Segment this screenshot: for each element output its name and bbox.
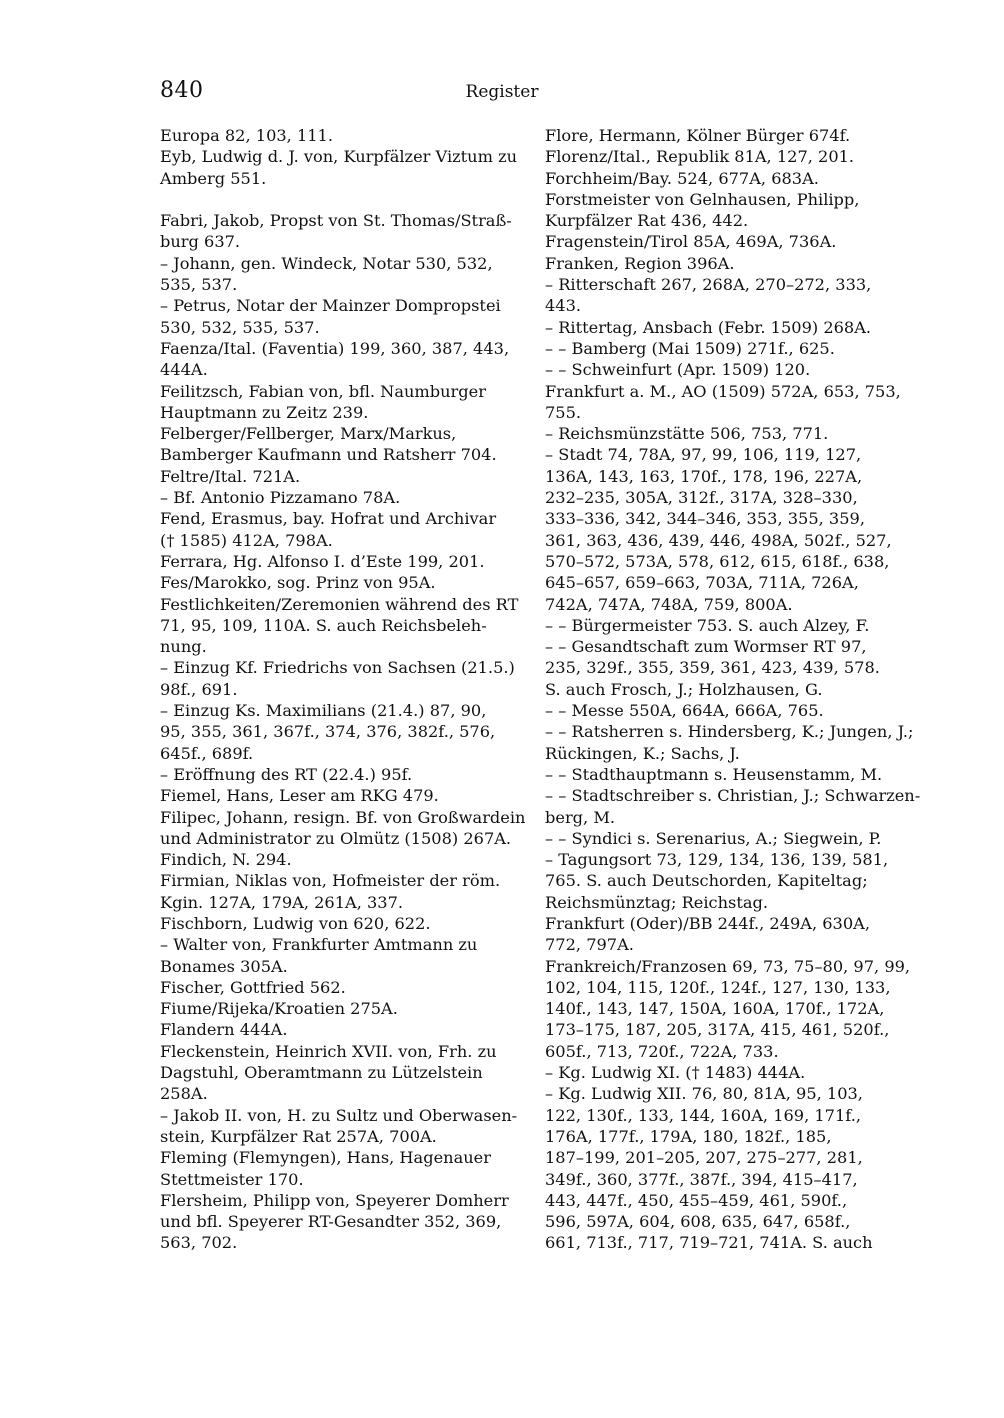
index-entry-continuation: S. auch Frosch, J.; Holzhausen, G. [545,679,823,699]
index-entry-continuation: Kgin. 127A, 179A, 261A, 337. [160,892,404,912]
index-entry-continuation: Stettmeister 170. [160,1169,304,1189]
index-entry [160,1105,536,1148]
index-entry [545,381,915,424]
index-entry-continuation: und bfl. Speyerer RT-Gesandter 352, 369, [160,1212,502,1232]
index-entry-line: – – Stadtschreiber s. Christian, J.; Schwarzen- [545,786,921,806]
index-entry-line: Fiume/Rijeka/Kroatien 275A. [160,999,398,1019]
index-entry-line: Fleckenstein, Heinrich XVII. von, Frh. zu [160,1041,497,1061]
index-entry-continuation: 563, 702. [160,1233,238,1253]
index-entry [160,1019,536,1040]
index-entry-continuation: 232–235, 305A, 312f., 317A, 328–330, [545,488,858,508]
index-entry-continuation: 140f., 143, 147, 150A, 160A, 170f., 172A, [545,999,885,1019]
index-entry-line: – Johann, gen. Windeck, Notar 530, 532, [160,253,493,273]
index-entry-continuation: und Administrator zu Olmütz (1508) 267A. [160,828,512,848]
index-entry [160,934,536,977]
index-entry-continuation: 742A, 747A, 748A, 759, 800A. [545,594,793,614]
index-entry [160,338,536,381]
index-entry-continuation: 122, 130f., 133, 144, 160A, 169, 171f., [545,1105,861,1125]
index-entry-continuation: 187–199, 201–205, 207, 275–277, 281, [545,1148,863,1168]
index-entry-line: Flersheim, Philipp von, Speyerer Domherr [160,1190,509,1210]
index-entry-continuation: stein, Kurpfälzer Rat 257A, 700A. [160,1126,437,1146]
index-entry [545,1083,915,1253]
index-entry [160,700,536,764]
index-entry [160,977,536,998]
index-entry-line: Frankfurt a. M., AO (1509) 572A, 653, 753, [545,381,901,401]
index-entry [160,594,536,658]
index-entry-continuation: 605f., 713, 720f., 722A, 733. [545,1041,779,1061]
index-entry-continuation: 645–657, 659–663, 703A, 711A, 726A, [545,573,859,593]
index-entry [160,1190,536,1254]
index-entry-line: Fischborn, Ludwig von 620, 622. [160,913,431,933]
index-entry-line: Festlichkeiten/Zeremonien während des RT [160,594,519,614]
index-entry [545,125,915,146]
index-entry-line: Fragenstein/Tirol 85A, 469A, 736A. [545,232,837,252]
index-entry-line: – Kg. Ludwig XII. 76, 80, 81A, 95, 103, [545,1084,863,1104]
index-entry-continuation: 71, 95, 109, 110A. S. auch Reichsbeleh- [160,615,487,635]
index-entry-continuation: 444A. [160,360,208,380]
index-entry-continuation: 235, 329f., 355, 359, 361, 423, 439, 578. [545,658,880,678]
index-entry-continuation: 361, 363, 436, 439, 446, 498A, 502f., 527, [545,530,892,550]
index-entry-line: Feilitzsch, Fabian von, bfl. Naumburger [160,381,486,401]
index-entry-continuation: Rückingen, K.; Sachs, J. [545,743,740,763]
index-entry [160,1041,536,1105]
index-entry [160,785,536,806]
index-entry-continuation: 98f., 691. [160,679,238,699]
index-entry [160,487,536,508]
index-entry-continuation: 772, 797A. [545,935,634,955]
index-entry [160,870,536,913]
index-entry [160,381,536,424]
index-entry-continuation: Dagstuhl, Oberamtmann zu Lützelstein [160,1063,483,1083]
index-entry-continuation: Amberg 551. [160,168,267,188]
index-entry-line: – Jakob II. von, H. zu Sultz und Oberwasen- [160,1105,518,1125]
index-entry [545,359,915,380]
index-entry-line: Frankfurt (Oder)/BB 244f., 249A, 630A, [545,913,870,933]
index-entry [545,785,921,828]
index-entry-line: Florenz/Ital., Republik 81A, 127, 201. [545,147,855,167]
index-entry-continuation: 535, 537. [160,275,238,295]
index-entry [545,146,915,167]
index-entry-line: Firmian, Niklas von, Hofmeister der röm. [160,871,501,891]
index-entry-continuation: Hauptmann zu Zeitz 239. [160,402,369,422]
index-entry-line: – Rittertag, Ansbach (Febr. 1509) 268A. [545,317,872,337]
index-entry-line: – – Syndici s. Serenarius, A.; Siegwein, P. [545,828,882,848]
index-entry [160,423,536,466]
index-entry [545,636,915,700]
index-entry-continuation: Reichsmünztag; Reichstag. [545,892,768,912]
index-column-right [545,125,921,1254]
index-entry [160,253,536,296]
index-entry [545,828,915,849]
index-entry-line: Fend, Erasmus, bay. Hofrat und Archivar [160,509,497,529]
index-entry-line: – Einzug Kf. Friedrichs von Sachsen (21.5.) [160,658,515,678]
index-entry-continuation: 349f., 360, 377f., 387f., 394, 415–417, [545,1169,858,1189]
index-entry-line: Fabri, Jakob, Propst von St. Thomas/Straß- [160,211,512,231]
index-entry-continuation: 173–175, 187, 205, 317A, 415, 461, 520f., [545,1020,890,1040]
index-entry [545,913,915,956]
index-entry-line: – Stadt 74, 78A, 97, 99, 106, 119, 127, [545,445,862,465]
index-entry [160,998,536,1019]
index-entry [545,189,915,232]
index-entry-line: – Eröffnung des RT (22.4.) 95f. [160,764,413,784]
index-entry-continuation: 661, 713f., 717, 719–721, 741A. S. auch [545,1233,873,1253]
index-entry [545,764,915,785]
index-entry-line: Franken, Region 396A. [545,253,735,273]
index-entry-line: – Reichsmünzstätte 506, 753, 771. [545,424,829,444]
index-entry [160,849,536,870]
index-entry-line: – – Bürgermeister 753. S. auch Alzey, F. [545,615,870,635]
index-entry-line: – – Messe 550A, 664A, 666A, 765. [545,701,824,721]
index-entry [545,231,915,252]
entry-gap [160,189,536,210]
index-entry-line: Findich, N. 294. [160,850,292,870]
index-entry-continuation: 765. S. auch Deutschorden, Kapiteltag; [545,871,868,891]
index-entry-continuation: 645f., 689f. [160,743,254,763]
index-entry-continuation: berg, M. [545,807,616,827]
index-entry-line: Fes/Marokko, sog. Prinz von 95A. [160,573,436,593]
index-entry [545,168,915,189]
index-entry-line: Ferrara, Hg. Alfonso I. d’Este 199, 201. [160,551,485,571]
index-entry-line: – Einzug Ks. Maximilians (21.4.) 87, 90, [160,701,487,721]
index-entry-continuation: 596, 597A, 604, 608, 635, 647, 658f., [545,1212,851,1232]
index-entry-continuation: 443. [545,296,582,316]
index-entry-line: Faenza/Ital. (Faventia) 199, 360, 387, 443, [160,338,510,358]
index-entry-continuation: 443, 447f., 450, 455–459, 461, 590f., [545,1190,848,1210]
index-entry-line: Europa 82, 103, 111. [160,126,334,145]
index-entry-line: Flore, Hermann, Kölner Bürger 674f. [545,126,851,145]
index-entry [160,764,536,785]
index-entry [160,807,536,850]
index-entry-line: Feltre/Ital. 721A. [160,466,301,486]
index-entry [545,956,915,1062]
index-entry [160,1147,536,1190]
index-entry [545,700,915,721]
index-entry-continuation: 570–572, 573A, 578, 612, 615, 618f., 638, [545,551,890,571]
index-entry-continuation: 95, 355, 361, 367f., 374, 376, 382f., 576, [160,722,496,742]
index-entry-continuation: 258A. [160,1084,208,1104]
index-entry [160,508,536,551]
index-entry-line: – Walter von, Frankfurter Amtmann zu [160,935,478,955]
index-entry [545,253,915,274]
index-entry-continuation: 176A, 177f., 179A, 180, 182f., 185, [545,1126,832,1146]
index-entry-continuation: nung. [160,637,207,657]
index-entry [545,721,915,764]
index-entry [545,1062,915,1083]
index-column-left [160,125,536,1254]
index-entry [545,317,915,338]
index-entry-line: Forchheim/Bay. 524, 677A, 683A. [545,168,819,188]
running-title: Register [465,82,539,102]
index-entry-continuation: 530, 532, 535, 537. [160,317,320,337]
index-entry [160,295,536,338]
index-entry-continuation: Bonames 305A. [160,956,288,976]
index-entry [160,913,536,934]
index-entry-continuation: 333–336, 342, 344–346, 353, 355, 359, [545,509,865,529]
index-entry-continuation: 136A, 143, 163, 170f., 178, 196, 227A, [545,466,863,486]
index-entry-continuation: Bamberger Kaufmann und Ratsherr 704. [160,445,497,465]
index-entry [545,615,915,636]
index-entry-continuation: burg 637. [160,232,241,252]
index-entry [545,274,915,317]
index-entry-line: – Ritterschaft 267, 268A, 270–272, 333, [545,275,872,295]
index-entry-line: Felberger/Fellberger, Marx/Markus, [160,424,457,444]
index-entry-line: – – Ratsherren s. Hindersberg, K.; Jungen, J.; [545,722,914,742]
index-entry [160,146,536,189]
page-number: 840 [160,78,204,103]
index-entry-line: Fischer, Gottfried 562. [160,977,346,997]
index-entry-continuation: († 1585) 412A, 798A. [160,530,333,550]
index-entry-continuation: Kurpfälzer Rat 436, 442. [545,211,749,231]
index-entry-line: Filipec, Johann, resign. Bf. von Großwardein [160,807,526,827]
index-entry [160,551,536,572]
index-entry [160,210,536,253]
index-entry [545,423,915,444]
index-entry-line: Fiemel, Hans, Leser am RKG 479. [160,786,439,806]
index-entry-line: – – Schweinfurt (Apr. 1509) 120. [545,360,811,380]
index-entry-line: Frankreich/Franzosen 69, 73, 75–80, 97, 99, [545,956,911,976]
index-entry-line: Fleming (Flemyngen), Hans, Hagenauer [160,1148,491,1168]
index-entry-line: – – Bamberg (Mai 1509) 271f., 625. [545,338,835,358]
index-entry-line: Flandern 444A. [160,1020,288,1040]
index-entry-line: – Kg. Ludwig XI. († 1483) 444A. [545,1063,806,1083]
index-entry-line: Forstmeister von Gelnhausen, Philipp, [545,189,860,209]
index-entry-line: – Bf. Antonio Pizzamano 78A. [160,488,401,508]
index-entry-line: – – Stadthauptmann s. Heusenstamm, M. [545,764,883,784]
index-entry [160,657,536,700]
index-entry [160,572,536,593]
index-entry-line: – Petrus, Notar der Mainzer Dompropstei [160,296,501,316]
index-entry [545,849,915,913]
index-entry [545,444,915,614]
index-entry [160,466,536,487]
index-entry [160,125,536,146]
index-entry-line: – – Gesandtschaft zum Wormser RT 97, [545,637,867,657]
index-entry-line: – Tagungsort 73, 129, 134, 136, 139, 581, [545,850,889,870]
index-entry-continuation: 102, 104, 115, 120f., 124f., 127, 130, 133, [545,977,891,997]
index-entry-continuation: 755. [545,402,582,422]
index-entry-line: Eyb, Ludwig d. J. von, Kurpfälzer Viztum zu [160,147,518,167]
index-entry [545,338,915,359]
